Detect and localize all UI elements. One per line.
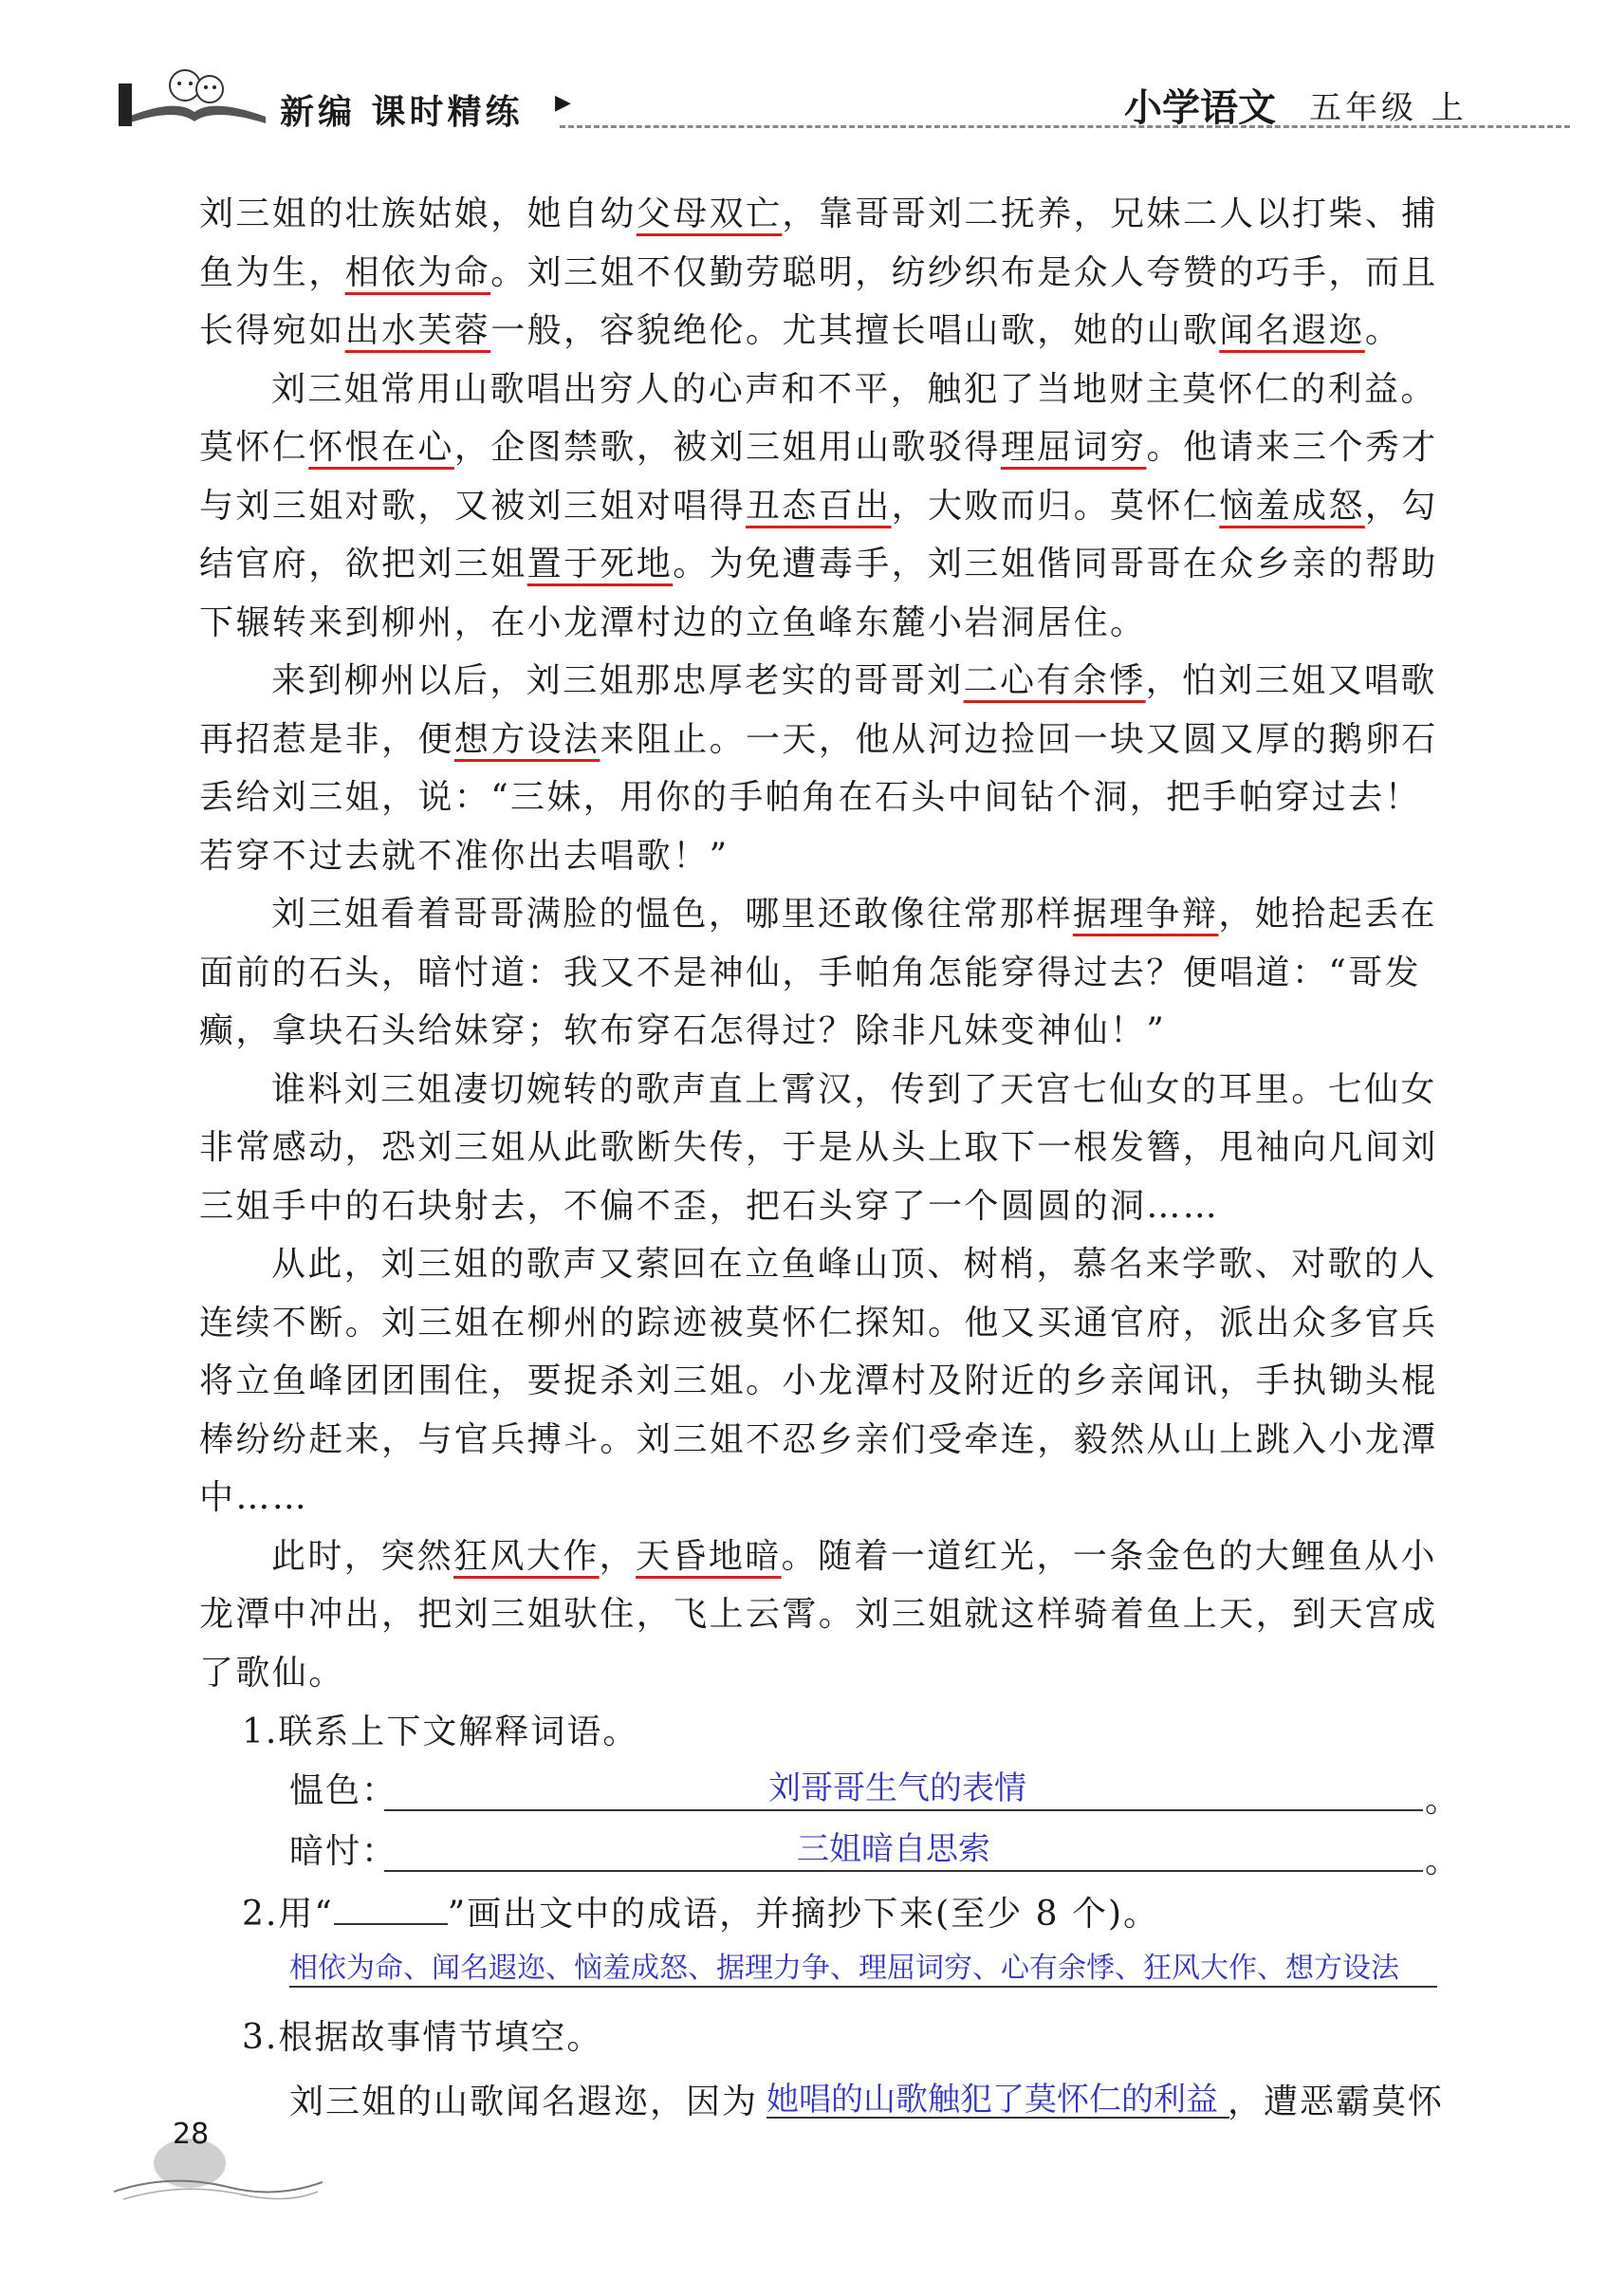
paragraph-2: 刘三姐常用山歌唱出穷人的心声和不平，触犯了当地财主莫怀仁的利益。莫怀仁怀恨在心，企图禁歌，被刘三姐用山歌驳得理屈词穷。他请来三个秀才与刘三姐对歌，又被刘三姐对唱得丑态百出，大败而归。莫怀仁恼羞成怒，勾结官府，欲把刘三姐置于死地。为免遭毒手，刘三姐偕同哥哥在众乡亲的帮助下辗转来到柳州，在小龙潭村边的立鱼峰东麓小岩洞居住。 [199, 369, 1438, 642]
q3-answer-line[interactable] [767, 2117, 1229, 2119]
q3-answer: 她唱的山歌触犯了莫怀仁的利益 [767, 2081, 1218, 2119]
paragraph-5: 谁料刘三姐凄切婉转的歌声直上霄汉，传到了天宫七仙女的耳里。七仙女非常感动，恐刘三姐从此歌断失传，于是从头上取下一根发簪，甩袖向凡间刘三姐手中的石块射去，不偏不歪，把石头穿了一个圆圆的洞…… [199, 1069, 1438, 1226]
paragraph-3: 来到柳州以后，刘三姐那忠厚老实的哥哥刘二心有余悸，怕刘三姐又唱歌再招惹是非，便想方设法来阻止。一天，他从河边捡回一块又圆又厚的鹅卵石丢给刘三姐，说：“三妹，用你的手帕角在石头中间钻个洞，把手帕穿过去！若穿不过去就不准你出去唱歌！” [199, 661, 1438, 876]
header-divider [560, 125, 1570, 128]
paragraph-6: 从此，刘三姐的歌声又萦回在立鱼峰山顶、树梢，慕名来学歌、对歌的人连续不断。刘三姐在柳州的踪迹被莫怀仁探知。他又买通官府，派出众多官兵将立鱼峰团团围住，要捉杀刘三姐。小龙潭村及附近的乡亲闻讯，手执锄头棍棒纷纷赶来，与官兵搏斗。刘三姐不忍乡亲们受牵连，毅然从山上跳入小龙潭中…… [199, 1245, 1438, 1517]
q1a-period: 。 [1425, 1781, 1462, 1820]
q1b-period: 。 [1425, 1842, 1462, 1880]
q1b-answer-line[interactable] [384, 1870, 1423, 1872]
q3-text-post: ，遭恶霸莫怀 [1228, 2083, 1445, 2121]
paragraph-7: 此时，突然狂风大作，天昏地暗。随着一道红光，一条金色的大鲤鱼从小龙潭中冲出，把刘三姐驮住，飞上云霄。刘三姐就这样骑着鱼上天，到天宫成了歌仙。 [199, 1536, 1438, 1693]
play-arrow-icon: ▶ [555, 91, 571, 115]
q1a-label: 愠色： [289, 1771, 398, 1810]
page-number-decoration-icon [114, 2135, 323, 2211]
underline-sample [334, 1895, 448, 1925]
q2-answer-line[interactable] [289, 1986, 1437, 1988]
page-header [90, 57, 1570, 133]
question-2: 2.用“ ”画出文中的成语，并摘抄下来(至少 8 个)。 [242, 1895, 1160, 1934]
q2-answer: 相依为命、闻名遐迩、恼羞成怒、据理力争、理屈词穷、心有余悸、狂风大作、想方设法 [289, 1952, 1399, 1985]
brand-title: 新编 课时精练 [280, 93, 524, 132]
reading-passage [199, 185, 1442, 1702]
paragraph-1: 刘三姐的壮族姑娘，她自幼父母双亡，靠哥哥刘二抚养，兄妹二人以打柴、捕鱼为生，相依为命。刘三姐不仅勤劳聪明，纺纱织布是众人夸赞的巧手，而且长得宛如出水芙蓉一般，容貌绝伦。尤其擅长唱山歌，她的山歌闻名遐迩。 [199, 194, 1438, 350]
q1a-answer-line[interactable] [384, 1809, 1423, 1811]
question-1: 1.联系上下文解释词语。 [242, 1713, 639, 1751]
book-bear-logo-icon [119, 65, 270, 126]
question-3: 3.根据故事情节填空。 [242, 2018, 603, 2057]
q3-text-pre: 刘三姐的山歌闻名遐迩，因为 [289, 2083, 759, 2121]
page-number: 28 [173, 2118, 210, 2151]
paragraph-4: 刘三姐看着哥哥满脸的愠色，哪里还敢像往常那样据理争辩，她拾起丢在面前的石头，暗忖道：我又不是神仙，手帕角怎能穿得过去？便唱道：“哥发癫，拿块石头给妹穿；软布穿石怎得过？除非凡妹变神仙！” [199, 895, 1437, 1050]
q1b-answer: 三姐暗自思索 [797, 1830, 990, 1868]
grade-label: 五年级 上 [1309, 89, 1468, 127]
q1b-label: 暗忖： [289, 1832, 398, 1871]
subject-label: 小学语文 [1124, 86, 1276, 130]
q1a-answer: 刘哥哥生气的表情 [768, 1769, 1026, 1807]
